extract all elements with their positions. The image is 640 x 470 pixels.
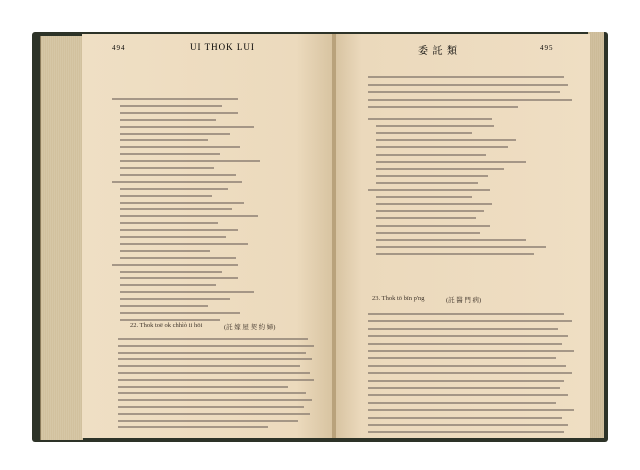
text-line	[120, 139, 208, 141]
text-line	[368, 380, 564, 382]
text-line	[376, 246, 546, 248]
text-line	[118, 372, 310, 374]
text-line	[118, 345, 314, 347]
page-edges-right	[588, 32, 604, 438]
text-line	[368, 76, 564, 78]
text-line	[120, 146, 240, 148]
text-line	[368, 189, 490, 191]
text-line	[376, 239, 526, 241]
text-line	[368, 387, 560, 389]
text-line	[368, 343, 562, 345]
text-line	[376, 232, 480, 234]
text-line	[120, 271, 222, 273]
text-line	[368, 372, 572, 374]
text-line	[120, 105, 222, 107]
text-line	[112, 181, 242, 183]
text-line	[376, 125, 494, 127]
text-line	[120, 153, 220, 155]
text-line	[118, 406, 304, 408]
text-line	[120, 160, 260, 162]
page-edges-left	[40, 36, 83, 440]
text-line	[368, 328, 558, 330]
text-line	[376, 139, 516, 141]
left-section-heading: 22. Thok toë ok chhìò ii hōi	[130, 322, 203, 329]
text-line	[376, 196, 472, 198]
text-line	[120, 112, 238, 114]
text-line	[368, 99, 572, 101]
text-line	[118, 413, 310, 415]
text-line	[120, 243, 248, 245]
right-running-title: 委 託 類	[418, 46, 458, 57]
text-line	[120, 298, 230, 300]
text-line	[368, 320, 572, 322]
text-line	[368, 409, 574, 411]
text-line	[376, 225, 490, 227]
text-line	[120, 215, 258, 217]
text-line	[368, 357, 556, 359]
text-line	[368, 313, 564, 315]
text-line	[376, 175, 488, 177]
text-line	[118, 358, 312, 360]
text-line	[376, 203, 492, 205]
text-line	[368, 84, 568, 86]
text-line	[368, 417, 562, 419]
text-line	[368, 402, 556, 404]
text-line	[118, 420, 298, 422]
text-line	[120, 195, 212, 197]
right-section-chinese: (託 醫 門 病)	[446, 297, 482, 304]
text-line	[118, 379, 314, 381]
text-line	[368, 350, 574, 352]
text-line	[120, 133, 230, 135]
text-line	[376, 217, 476, 219]
text-line	[368, 106, 518, 108]
left-running-title: UI THOK LUI	[190, 42, 255, 52]
text-line	[112, 264, 238, 266]
text-line	[120, 208, 232, 210]
text-line	[120, 277, 238, 279]
text-line	[112, 98, 238, 100]
text-line	[368, 91, 560, 93]
text-line	[368, 335, 568, 337]
text-line	[118, 365, 300, 367]
text-line	[120, 126, 254, 128]
text-line	[120, 202, 244, 204]
text-line	[368, 431, 564, 433]
right-section-heading: 23. Thok tō bīn p'ng	[372, 295, 425, 302]
text-line	[120, 305, 208, 307]
text-line	[376, 253, 534, 255]
text-line	[120, 236, 226, 238]
left-page-number: 494	[112, 44, 126, 52]
text-line	[120, 229, 238, 231]
text-line	[376, 132, 472, 134]
text-line	[376, 210, 484, 212]
text-line	[368, 118, 492, 120]
text-line	[118, 338, 308, 340]
text-line	[120, 291, 254, 293]
text-line	[376, 161, 526, 163]
text-line	[118, 399, 312, 401]
text-line	[120, 284, 216, 286]
text-line	[376, 182, 478, 184]
text-line	[120, 257, 236, 259]
right-page	[336, 34, 590, 438]
text-line	[120, 119, 216, 121]
text-line	[120, 312, 240, 314]
text-line	[120, 188, 228, 190]
text-line	[376, 168, 504, 170]
text-line	[368, 424, 568, 426]
text-line	[118, 392, 306, 394]
text-line	[368, 365, 566, 367]
text-line	[368, 394, 568, 396]
text-line	[120, 319, 220, 321]
text-line	[118, 386, 288, 388]
text-line	[118, 352, 306, 354]
text-line	[376, 154, 486, 156]
left-section-chinese: (託 嫁 屋 契 約 婦)	[224, 324, 276, 331]
text-line	[120, 222, 218, 224]
text-line	[120, 250, 210, 252]
right-page-number: 495	[540, 44, 554, 52]
text-line	[120, 174, 236, 176]
text-line	[118, 426, 268, 428]
text-line	[120, 167, 214, 169]
text-line	[376, 146, 508, 148]
